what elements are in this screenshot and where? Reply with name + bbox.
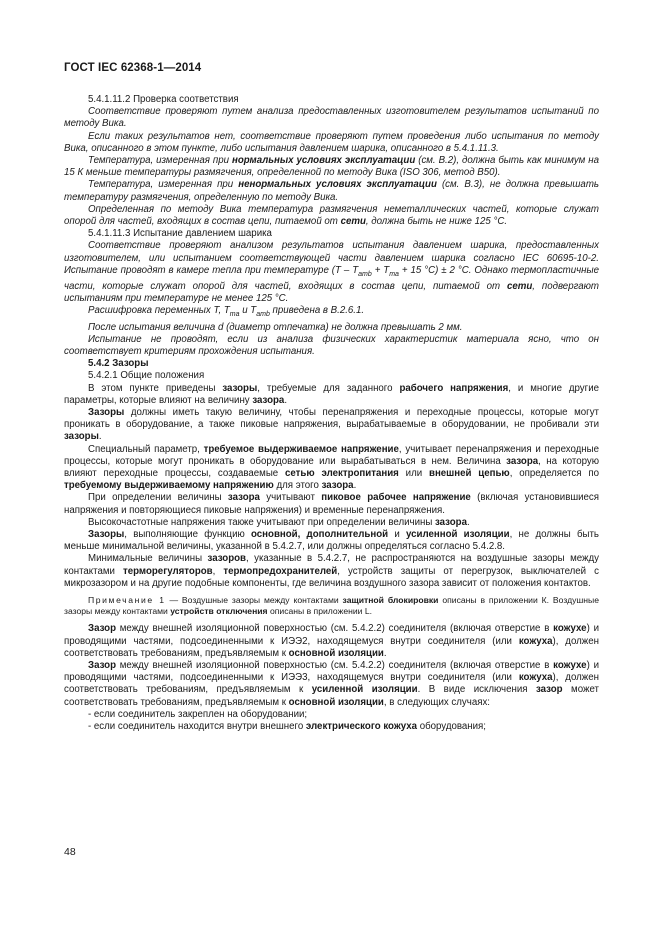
section-title: 5.4.1.11.2 Проверка соответствия [88,94,239,105]
paragraph: Расшифровка переменных T, $T_{ma}$ и $T_{amb}$ приведена в B.2.6.1. [88,305,365,319]
paragraph: Зазор между внешней изоляционной поверхностью (см. 5.4.2.2) соединителя (включая отверстие в кожухе) и проводящими частями, подсоединенными к ИЭЭ2, находящемуся внутри соединителя (или кожуха), должен соответствовать требованиям, предъявляемым к основной изоляции. [64,623,599,659]
page-number: 48 [64,846,76,858]
section-title: 5.4.1.11.3 Испытание давлением шарика [88,228,272,240]
list-item: - если соединитель находится внутри внешнего электрического кожуха оборудования; [88,721,486,733]
paragraph: Испытание не проводят, если из анализа физических характеристик материала ясно, что он соответствует критериям прохождения испытания. [64,333,599,357]
paragraph: Минимальные величины зазоров, указанные в 5.4.2.7, не распространяются на воздушные зазоры между контактами терморегуляторов, термопредохранителей, устройств защиты от перегрузок, выключателей с микрозазором и на другие подобные компоненты, где величина воздушного зазора зависит от положения контактов. [64,553,600,589]
paragraph: Зазоры, выполняющие функцию основной, дополнительной и усиленной изоляции, не должны быть меньше минимальной величины, указанной в 5.4.2.7, или должны определяться согласно 5.4.2.8. [64,528,599,553]
note-label: Примечание 1 [88,595,166,605]
note: Примечание 1 — Воздушные зазоры между контактами защитной блокировки описаны в приложении К. Воздушные зазоры между контактами устройств отключения описаны в приложении L. [64,595,600,617]
paragraph: Зазор между внешней изоляционной поверхностью (см. 5.4.2.2) соединителя (включая отверстие в кожухе) и проводящими частями, подсоединенными к ИЭЭ3, находящемуся внутри соединителя (или кожуха), должен соответствовать требованиям, предъявляемым к усиленной изоляции. В виде исключения зазор может соответствовать требованиям, предъявляемым к основной изоляции, в следующих случаях: [64,660,599,708]
list-item: - если соединитель закреплен на оборудовании; [88,708,308,720]
subsection-title: 5.4.2.1 Общие положения [88,370,205,382]
paragraph: Высокочастотные напряжения также учитывают при определении величины зазора. [88,516,470,528]
paragraph: Специальный параметр, требуемое выдерживаемое напряжение, учитывает перенапряжения и переходные процессы, которые могут проникать в оборудование или вырабатываться в нем. Величина зазора, на которую влияют переходные процессы, создаваемые сетью электропитания или внешней цепью, определяется по требуемому выдерживаемому напряжению для этого зазора. [64,443,600,492]
standard-header: ГОСТ IEC 62368-1—2014 [64,62,202,74]
paragraph: Температура, измеренная при ненормальных условиях эксплуатации (см. B.3), не должна превышать температуру размягчения, определенную по методу Вика. [64,179,599,203]
paragraph: При определении величины зазора учитывают пиковое рабочее напряжение (включая установившиеся напряжения и повторяющиеся пиковые напряжения) и временные перенапряжения. [64,492,600,516]
paragraph: В этом пункте приведены зазоры, требуемые для заданного рабочего напряжения, и многие другие параметры, которые влияют на величину зазора. [64,382,599,406]
paragraph: Зазоры должны иметь такую величину, чтобы перенапряжения и переходные процессы, которые могут проникать в оборудование, а также пиковые напряжения, вырабатываемые в оборудовании, не пробивали эти зазоры. [64,406,599,443]
paragraph: Температура, измеренная при нормальных условиях эксплуатации (см. B.2), должна быть как минимум на 15 К меньше температуры размягчения, определенной по методу Вика (ISO 306, метод B50). [64,155,600,179]
paragraph: Соответствие проверяют анализом результатов испытания давлением шарика, предоставленных изготовителем, или испытанием соответствующей части давлением шарика согласно IEC 60695-10-2. Испытание проводят в камере тепла при температуре ($T - T_{amb} + T_{ma} + 15$ °C) ± 2 °C. Однако термопластичные части, которые служат опорой для частей, входящих в состав цепи, питаемой от сети, подвергают испытаниям при температуре не менее 125 °C. [64,240,599,305]
document-body [64,94,599,733]
section-heading: 5.4.2 Зазоры [88,358,149,370]
paragraph: Если таких результатов нет, соответствие проверяют путем проведения либо испытания по методу Вика, описанного в этом пункте, либо испытания давлением шарика, описанного в 5.4.1.11.3. [64,130,599,154]
paragraph: Определенная по методу Вика температура размягчения неметаллических частей, которые служат опорой для частей, входящих в состав цепи, питаемой от сети, должна быть не ниже 125 °C. [64,203,599,228]
paragraph: Соответствие проверяют путем анализа предоставленных изготовителем результатов испытаний по методу Вика. [64,106,599,130]
paragraph: После испытания величина d (диаметр отпечатка) не должна превышать 2 мм. [88,321,463,333]
